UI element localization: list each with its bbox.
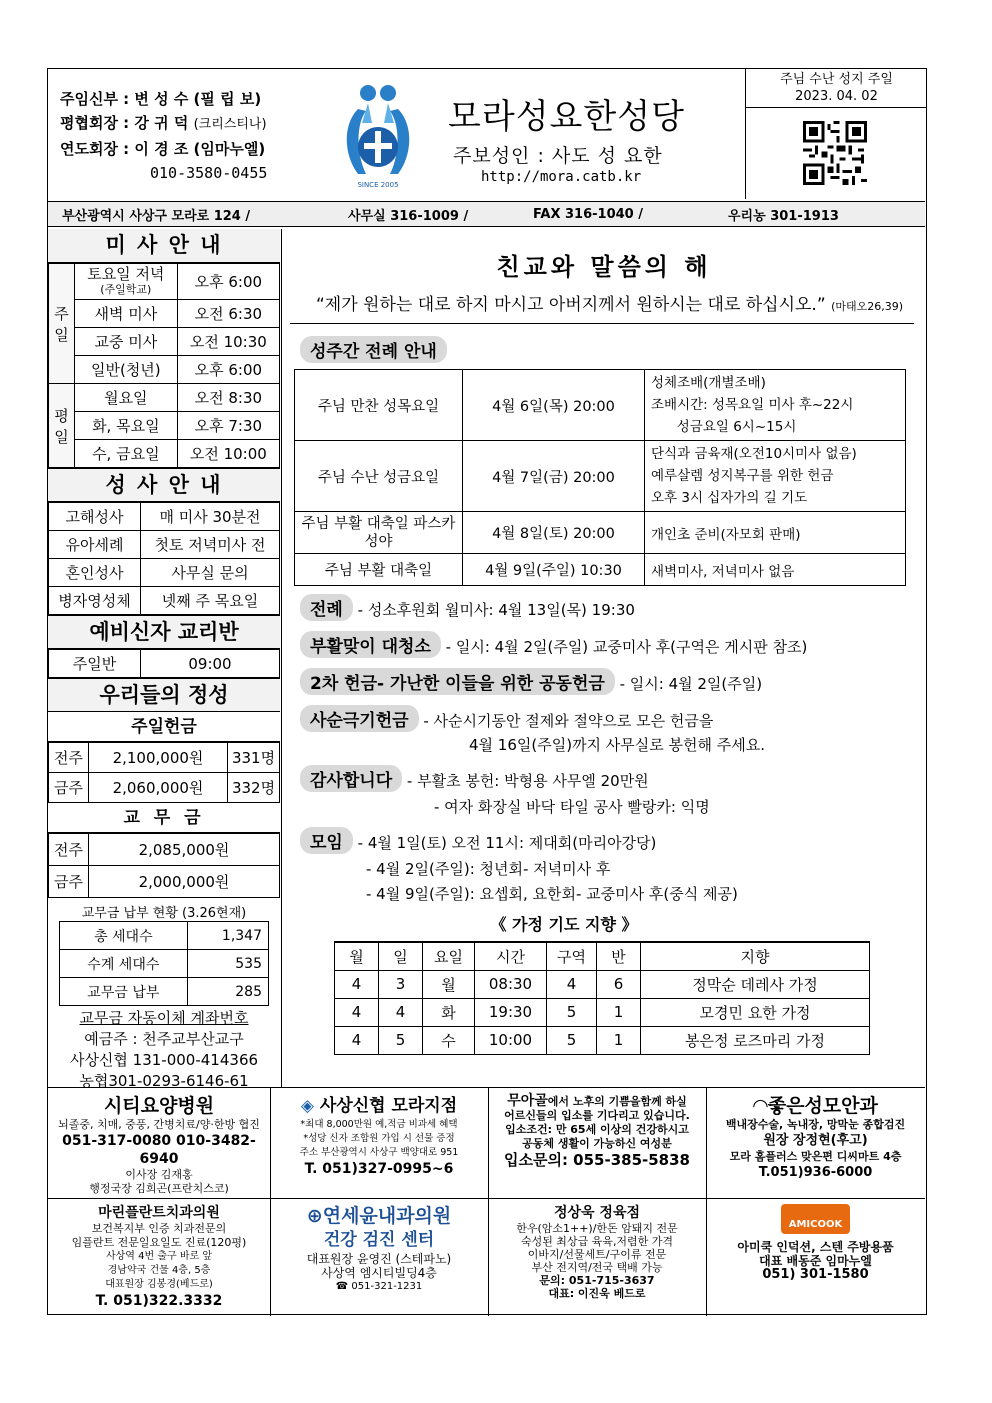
ad-kitchenware: AMICOOK 아미쿡 인덕션, 스텐 주방용품 대표 배동준 임마누엘 051) 301-1580 <box>706 1204 925 1282</box>
liturgy-time: 4월 8일(토) 20:00 <box>463 512 645 554</box>
mass-time: 오후 6:00 <box>177 356 279 384</box>
holy-week-tag: 성주간 전례 안내 <box>300 336 447 363</box>
prayer-cell: 모경민 요한 가정 <box>641 998 870 1026</box>
meeting-text-2: - 4월 2일(주일): 청년회- 저녁미사 후 <box>366 860 611 878</box>
mass-time: 오전 10:00 <box>177 440 279 468</box>
clinic-logo-icon: ⊕ <box>306 1205 323 1227</box>
due-amount: 2,085,000원 <box>89 834 280 866</box>
ad-butcher: 정상욱 정육점 한우(암소1++)/한돈 암돼지 전문 숙성된 최상급 육육,저렴한 가격 이바지/선물세트/구이류 전문 부산 전지역/전국 택배 가능 문의: 051-715-3637 대표: 이진욱 베드로 <box>516 1205 678 1300</box>
prayer-header: 요일 <box>423 942 475 970</box>
liturgy-name: 주님 수난 성금요일 <box>295 441 463 512</box>
president-baptism: (크리스티나) <box>193 117 267 132</box>
sunday-offering-table <box>48 742 280 803</box>
sacrament-value: 넷째 주 목요일 <box>141 587 280 615</box>
week-label: 전주 <box>49 743 89 773</box>
mass-table <box>48 263 280 468</box>
farm-phone: 우리농 301-1913 <box>728 208 839 224</box>
feast-name: 주님 수난 성지 주일 <box>780 72 893 87</box>
lent-offering-text-2: 4월 16일(주일)까지 사무실로 봉헌해 주세요. <box>469 736 766 754</box>
prayer-cell: 6 <box>597 970 641 998</box>
due-table <box>48 833 280 898</box>
mass-name: 월요일 <box>75 384 178 412</box>
ad-city-hospital: 시티요양병원 뇌졸중, 치매, 중풍, 간병치료/양·한방 협진 051-317-0080 010-3482-6940 이사장 김재홍 행정국장 김희곤(프란치스코) <box>58 1095 260 1195</box>
liturgy-tag: 전례 <box>300 594 353 621</box>
lent-offering-text: - 사순시기동안 절제와 절약으로 모은 헌금을 <box>423 712 714 730</box>
thanks-text-2: - 여자 화장실 바닥 타일 공사 빨랑카: 익명 <box>434 798 710 816</box>
patron-saint: 주보성인 : 사도 성 요한 <box>453 145 663 167</box>
prayer-cell: 4 <box>547 970 597 998</box>
mass-time: 오전 10:30 <box>177 328 279 356</box>
gospel-quote: “제가 원하는 대로 하지 마시고 아버지께서 원하시는 대로 하십시오.” <box>316 295 826 315</box>
mass-name: 화, 목요일 <box>75 412 178 440</box>
mass-name: 토요일 저녁 (주일학교) <box>75 264 178 300</box>
prayer-cell: 4 <box>379 998 423 1026</box>
credit-union-logo-icon: ◈ <box>300 1096 314 1116</box>
fax-number: FAX 316-1040 / <box>533 206 643 222</box>
mass-name: 일반(청년) <box>75 356 178 384</box>
liturgy-note: 성체조배(개별조배) <box>651 375 766 391</box>
sacrament-name: 고해성사 <box>49 503 141 531</box>
right-column <box>284 231 924 1055</box>
meeting-tag: 모임 <box>300 827 353 854</box>
lent-offering-tag: 사순극기헌금 <box>300 705 419 732</box>
mass-time: 오전 8:30 <box>177 384 279 412</box>
liturgy-note: 조배시간: 성목요일 미사 후~22시 <box>651 397 854 413</box>
ads-section <box>48 1087 925 1315</box>
due-status-table <box>59 921 269 1006</box>
mass-time: 오전 6:30 <box>177 300 279 328</box>
liturgy-name: 주님 만찬 성목요일 <box>295 370 463 441</box>
status-label: 교무금 납부 <box>60 978 188 1006</box>
amicook-logo-icon: AMICOOK <box>781 1204 851 1234</box>
logo-since-text: SINCE 2005 <box>357 181 399 189</box>
offering-count: 332명 <box>228 773 280 803</box>
liturgy-text: - 성소후원회 월미사: 4월 13일(목) 19:30 <box>357 601 635 619</box>
association-label: 연도회장 : <box>60 140 130 158</box>
clergy-info <box>60 87 267 185</box>
offering-amount: 2,060,000원 <box>89 773 228 803</box>
ad-credit-union: ◈ 사상신협 모라지점 *최대 8,000만원 예,적금 비과세 혜택 *성당 신자 조합원 가입 시 선물 증정 주소 부산광역시 사상구 백양대로 951 T. 051)327-0995~6 <box>299 1096 459 1177</box>
catechumen-table <box>48 649 280 678</box>
due-title: 교 무 금 <box>48 803 280 833</box>
prayer-cell: 1 <box>597 1026 641 1054</box>
due-status-title: 교무금 납부 현황 (3.26현재) <box>81 906 247 921</box>
column-divider <box>281 229 282 1087</box>
bulletin-date: 2023. 04. 02 <box>795 89 878 104</box>
status-value: 1,347 <box>187 922 268 950</box>
liturgy-note: 개인초 준비(자모회 판매) <box>645 512 906 554</box>
prayer-table <box>334 941 870 1055</box>
due-amount: 2,000,000원 <box>89 866 280 898</box>
prayer-cell: 수 <box>423 1026 475 1054</box>
ad-internal-clinic: ⊕연세윤내과의원 건강 검진 센터 대표원장 윤영진 (스테파노) 사상역 엠시티빌딩4층 ☎ 051-321-1231 <box>306 1205 452 1292</box>
sacrament-title: 성 사 안 내 <box>48 468 280 502</box>
prayer-header: 반 <box>597 942 641 970</box>
prayer-header: 시간 <box>475 942 547 970</box>
ad-nursing-home: 무아골에서 노후의 기쁨을함께 하실 어르신들의 입소를 기다리고 있습니다. 입소조건: 만 65세 이상의 건강하시고 공동체 생활이 가능하신 여성분 입소문의: 055-385-5838 <box>503 1093 690 1169</box>
holy-week-table <box>294 369 906 586</box>
parish-logo-icon <box>338 79 418 191</box>
sacrament-name: 유아세례 <box>49 531 141 559</box>
week-label: 금주 <box>49 866 89 898</box>
year-title: 친교와 말씀의 해 <box>496 253 712 281</box>
meeting-text: - 4월 1일(토) 오전 11시: 제대회(마리아강당) <box>357 834 657 852</box>
ad-eye-clinic: ◠좋은성모안과 백내장수술, 녹내장, 망막눈 종합검진 원장 장정현(후고) 모라 홈플러스 맞은편 디씨마트 4층 T.051)936-6000 <box>725 1095 906 1180</box>
prayer-title: 《 가정 기도 지향 》 <box>490 915 638 934</box>
sacrament-value: 사무실 문의 <box>141 559 280 587</box>
thanks-tag: 감사합니다 <box>300 765 402 792</box>
liturgy-name: 주님 부활 대축일 <box>295 554 463 586</box>
offering-amount: 2,100,000원 <box>89 743 228 773</box>
phone-icon: ☎ <box>335 1281 349 1292</box>
prayer-cell: 5 <box>547 998 597 1026</box>
liturgy-note: 성금요일 6시~15시 <box>651 419 797 435</box>
phone-number: 010-3580-0455 <box>150 164 268 182</box>
week-label: 금주 <box>49 773 89 803</box>
sacrament-table <box>48 502 280 615</box>
mass-time: 오후 6:00 <box>177 264 279 300</box>
prayer-cell: 4 <box>335 970 379 998</box>
prayer-cell: 4 <box>335 1026 379 1054</box>
sacrament-value: 매 미사 30분전 <box>141 503 280 531</box>
qr-code-icon[interactable] <box>803 121 867 185</box>
liturgy-note: 새벽미사, 저녁미사 없음 <box>645 554 906 586</box>
office-phone: 사무실 316-1009 / <box>348 208 469 224</box>
second-collection-tag: 2차 헌금- 가난한 이들을 위한 공동헌금 <box>300 668 615 695</box>
second-collection-text: - 일시: 4월 2일(주일) <box>619 675 763 693</box>
liturgy-time: 4월 6일(목) 20:00 <box>463 370 645 441</box>
liturgy-name: 주님 부활 대축일 파스카 성야 <box>295 512 463 554</box>
prayer-cell: 10:00 <box>475 1026 547 1054</box>
catechumen-time: 09:00 <box>141 650 280 678</box>
mass-name: 새벽 미사 <box>75 300 178 328</box>
mass-name: 교중 미사 <box>75 328 178 356</box>
sunday-offering-title: 주일헌금 <box>48 712 280 742</box>
eye-logo-icon: ◠ <box>753 1095 768 1117</box>
prayer-cell: 5 <box>379 1026 423 1054</box>
prayer-cell: 19:30 <box>475 998 547 1026</box>
weekday-label: 평일 <box>49 384 75 468</box>
status-value: 535 <box>187 950 268 978</box>
liturgy-time: 4월 7일(금) 20:00 <box>463 441 645 512</box>
cleaning-tag: 부활맞이 대청소 <box>300 631 441 658</box>
account-1: 사상신협 131-000-414366 <box>69 1051 259 1069</box>
gospel-reference: (마태오26,39) <box>831 300 904 313</box>
prayer-cell: 정막순 데레사 가정 <box>641 970 870 998</box>
prayer-cell: 3 <box>379 970 423 998</box>
status-label: 총 세대수 <box>60 922 188 950</box>
sunday-label: 주일 <box>49 264 75 384</box>
week-label: 전주 <box>49 834 89 866</box>
address-bar <box>48 201 925 227</box>
sacrament-value: 첫토 저녁미사 전 <box>141 531 280 559</box>
liturgy-note: 예루살렘 성지복구를 위한 헌금 <box>651 468 834 484</box>
catechumen-title: 예비신자 교리반 <box>48 615 280 649</box>
offering-count: 331명 <box>228 743 280 773</box>
prayer-cell: 월 <box>423 970 475 998</box>
meeting-text-3: - 4월 9일(주일): 요셉회, 요한회- 교중미사 후(중식 제공) <box>366 885 738 903</box>
date-box <box>745 69 927 199</box>
prayer-cell: 5 <box>547 1026 597 1054</box>
thanks-text: - 부활초 봉헌: 박형용 사무엘 20만원 <box>406 772 649 790</box>
ad-dental: 마린플란트치과의원 보건복지부 인증 치과전문의 임플란트 전문일요일도 진료(120평) 사상역 4번 출구 바로 앞 경남약국 건물 4층, 5층 대표원장 김봉경(베드로) T. 051)322.3332 <box>71 1205 247 1309</box>
liturgy-time: 4월 9일(주일) 10:30 <box>463 554 645 586</box>
status-value: 285 <box>187 978 268 1006</box>
parish-title: 모라성요한성당 <box>448 97 685 137</box>
mass-time: 오후 7:30 <box>177 412 279 440</box>
prayer-cell: 4 <box>335 998 379 1026</box>
pastor-name: 변 성 수 (필 립 보) <box>134 90 262 108</box>
catechumen-class: 주일반 <box>49 650 141 678</box>
association-name: 이 경 조 (임마누엘) <box>134 140 266 158</box>
liturgy-note: 단식과 금육재(오전10시미사 없음) <box>651 446 857 462</box>
prayer-cell: 08:30 <box>475 970 547 998</box>
bulletin-page <box>47 68 927 1315</box>
prayer-cell: 1 <box>597 998 641 1026</box>
offering-title: 우리들의 정성 <box>48 678 280 712</box>
mass-title: 미 사 안 내 <box>48 229 280 263</box>
sacrament-name: 병자영성체 <box>49 587 141 615</box>
account-2: 농협301-0293-6146-61 <box>79 1072 249 1090</box>
mass-name: 수, 금요일 <box>75 440 178 468</box>
parish-url[interactable]: http://mora.catb.kr <box>481 169 642 185</box>
president-name: 강 귀 덕 <box>134 114 189 132</box>
prayer-header: 월 <box>335 942 379 970</box>
account-holder: 예금주 : 천주교부산교구 <box>84 1030 244 1048</box>
divider <box>290 323 914 324</box>
prayer-cell: 화 <box>423 998 475 1026</box>
status-label: 수계 세대수 <box>60 950 188 978</box>
cleaning-text: - 일시: 4월 2일(주일) 교중미사 후(구역은 게시판 참조) <box>445 638 808 656</box>
left-column <box>48 229 280 1092</box>
auto-transfer-title: 교무금 자동이체 계좌번호 <box>79 1009 249 1027</box>
prayer-header: 구역 <box>547 942 597 970</box>
liturgy-note: 오후 3시 십자가의 길 기도 <box>651 490 808 506</box>
prayer-header: 일 <box>379 942 423 970</box>
pastor-label: 주임신부 : <box>60 90 130 108</box>
sacrament-name: 혼인성사 <box>49 559 141 587</box>
address: 부산광역시 사상구 모라로 124 / <box>62 208 251 224</box>
president-label: 평협회장 : <box>60 114 130 132</box>
prayer-cell: 봉은정 로즈마리 가정 <box>641 1026 870 1054</box>
prayer-header: 지향 <box>641 942 870 970</box>
